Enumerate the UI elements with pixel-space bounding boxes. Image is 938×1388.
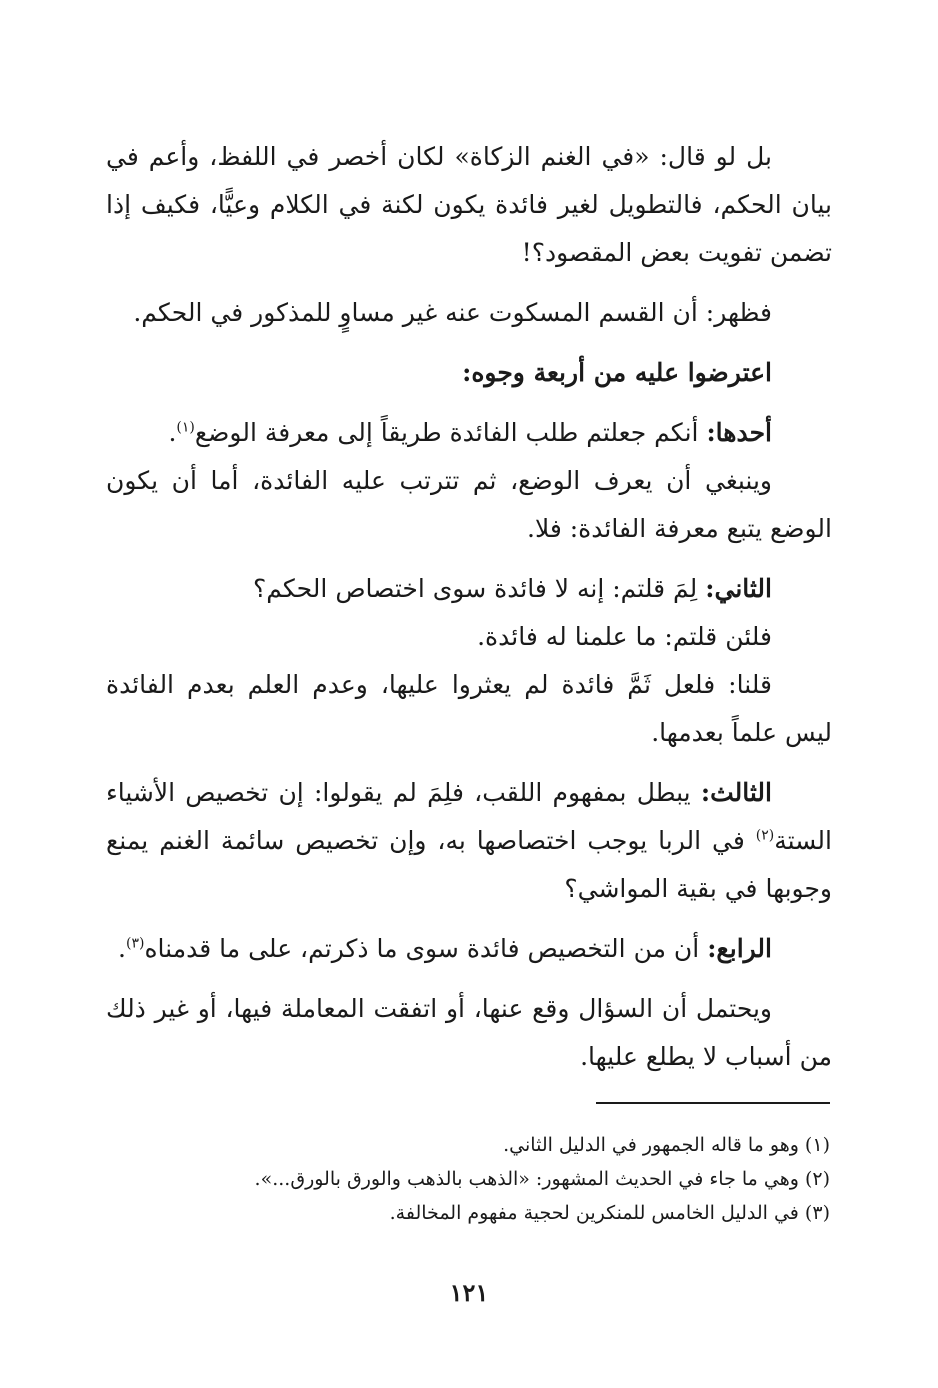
main-text [106,133,832,1081]
footnote-divider [596,1102,830,1104]
footnote-ref-2: (٢) [755,827,775,844]
paragraph-1 [106,133,832,277]
paragraph-7 [106,613,832,661]
footnote-ref-1: (١) [176,419,195,436]
footnote-3: (٣) في الدليل الخامس للمنكرين لحجية مفهوم المخالفة. [389,1202,830,1224]
footnotes [106,1128,830,1230]
objection-label: الثاني: [705,574,772,603]
paragraph-text: ويحتمل أن السؤال وقع عنها، أو اتفقت المعاملة فيها، أو غير ذلك من أسباب لا يطلع عليها. [106,994,832,1071]
objection-label: الثالث: [700,778,772,807]
objection-label: الرابع: [707,934,772,963]
objection-third [106,769,832,913]
objections-heading [106,349,832,397]
footnote-2: (٢) وهي ما جاء في الحديث المشهور: «الذهب بالذهب والورق بالورق...». [254,1168,830,1190]
footnote-ref-3: (٣) [125,935,145,952]
paragraph-text: يبطل بمفهوم اللقب، فلِمَ لم يقولوا: إن تخصيص الأشياء الستة [106,778,832,855]
objection-label: أحدها: [706,418,772,447]
paragraph-tail: . [168,418,177,447]
paragraph-text: بل لو قال: «في الغنم الزكاة» لكان أخصر في اللفظ، وأعم في بيان الحكم، فالتطويل لغير فائدة يكون لكنة في الكلام وعيًّا، فكيف إذا تضمن تفويت بعض المقصود؟! [106,142,832,267]
footnote-1: (١) وهو ما قاله الجمهور في الدليل الثاني. [503,1134,830,1156]
paragraph-2 [106,289,832,337]
paragraph-text: قلنا: فلعل ثَمَّ فائدة لم يعثروا عليها، وعدم العلم بعدم الفائدة ليس علماً بعدمها. [106,670,832,747]
paragraph-5 [106,457,832,553]
objection-second [106,565,832,613]
objection-fourth [106,925,832,973]
objection-first [106,409,832,457]
paragraph-text: وينبغي أن يعرف الوضع، ثم تترتب عليه الفائدة، أما أن يكون الوضع يتبع معرفة الفائدة: فلا. [106,466,832,543]
paragraph-text: فظهر: أن القسم المسكوت عنه غير مساوٍ للمذكور في الحكم. [133,298,772,327]
paragraph-8 [106,661,832,757]
paragraph-text: فلئن قلتم: ما علمنا له فائدة. [477,622,772,651]
paragraph-text: أنكم جعلتم طلب الفائدة طريقاً إلى معرفة الوضع [194,418,699,447]
paragraph-11 [106,985,832,1081]
paragraph-tail: في الربا يوجب اختصاصها به، وإن تخصيص سائمة الغنم يمنع وجوبها في بقية المواشي؟ [106,826,832,903]
paragraph-text: لِمَ قلتم: إنه لا فائدة سوى اختصاص الحكم؟ [252,574,698,603]
page-number: ١٢١ [449,1278,489,1307]
paragraph-tail: . [118,934,126,963]
paragraph-text: أن من التخصيص فائدة سوى ما ذكرتم، على ما قدمناه [144,934,700,963]
objections-heading-text: اعترضوا عليه من أربعة وجوه: [462,358,772,387]
